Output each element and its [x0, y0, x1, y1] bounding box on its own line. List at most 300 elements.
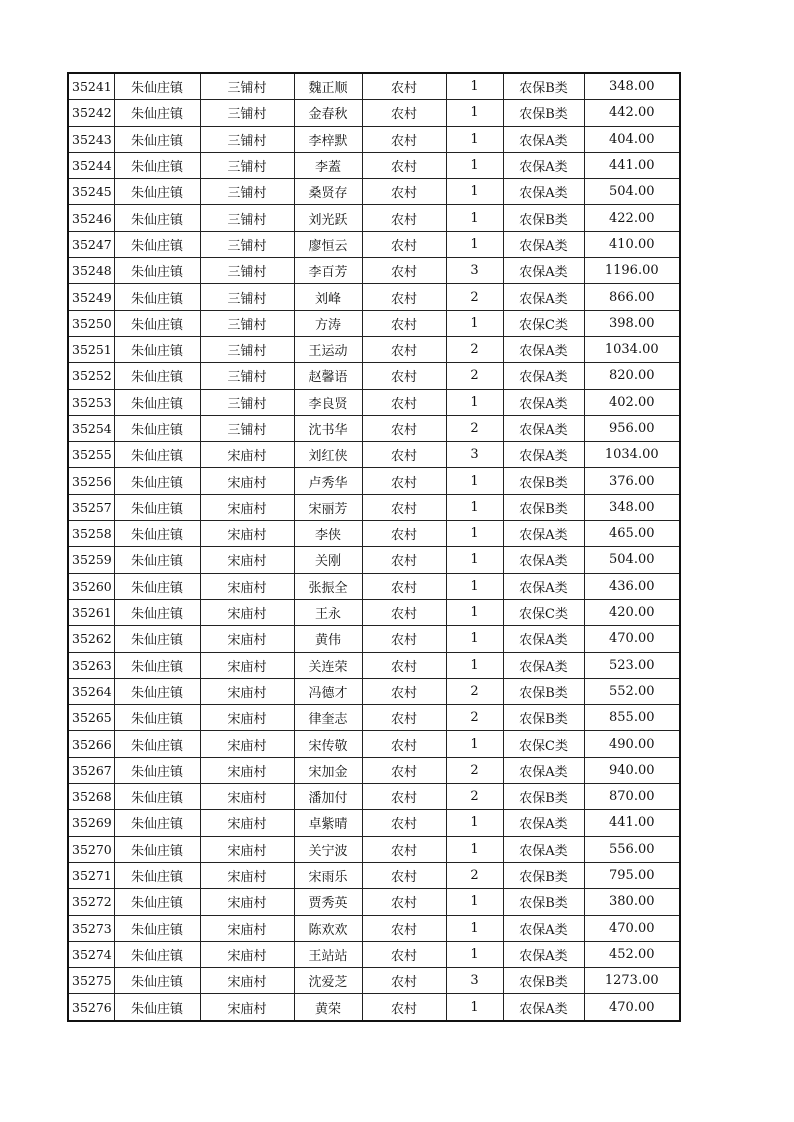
name-cell: 王永: [294, 599, 362, 625]
person-count-cell: 1: [446, 810, 503, 836]
village-cell: 宋庙村: [200, 573, 294, 599]
town-cell: 朱仙庄镇: [114, 310, 200, 336]
amount-cell: 795.00: [584, 862, 680, 888]
person-count-cell: 1: [446, 468, 503, 494]
town-cell: 朱仙庄镇: [114, 784, 200, 810]
person-count-cell: 3: [446, 968, 503, 994]
town-cell: 朱仙庄镇: [114, 205, 200, 231]
household-type-cell: 农村: [362, 862, 446, 888]
record-id-cell: 35252: [68, 363, 114, 389]
person-count-cell: 1: [446, 205, 503, 231]
insurance-category-cell: 农保B类: [503, 100, 584, 126]
person-count-cell: 2: [446, 862, 503, 888]
record-id-cell: 35254: [68, 415, 114, 441]
amount-cell: 470.00: [584, 994, 680, 1021]
town-cell: 朱仙庄镇: [114, 468, 200, 494]
village-cell: 宋庙村: [200, 678, 294, 704]
table-row: [68, 652, 680, 678]
record-id-cell: 35269: [68, 810, 114, 836]
name-cell: 李蓋: [294, 152, 362, 178]
insurance-category-cell: 农保C类: [503, 731, 584, 757]
household-type-cell: 农村: [362, 547, 446, 573]
village-cell: 宋庙村: [200, 836, 294, 862]
amount-cell: 1034.00: [584, 442, 680, 468]
village-cell: 宋庙村: [200, 862, 294, 888]
record-id-cell: 35255: [68, 442, 114, 468]
town-cell: 朱仙庄镇: [114, 521, 200, 547]
person-count-cell: 1: [446, 889, 503, 915]
person-count-cell: 1: [446, 573, 503, 599]
name-cell: 王运动: [294, 336, 362, 362]
village-cell: 三铺村: [200, 284, 294, 310]
insurance-category-cell: 农保A类: [503, 652, 584, 678]
town-cell: 朱仙庄镇: [114, 258, 200, 284]
amount-cell: 820.00: [584, 363, 680, 389]
village-cell: 三铺村: [200, 231, 294, 257]
town-cell: 朱仙庄镇: [114, 889, 200, 915]
record-id-cell: 35268: [68, 784, 114, 810]
record-id-cell: 35244: [68, 152, 114, 178]
household-type-cell: 农村: [362, 599, 446, 625]
insurance-category-cell: 农保A类: [503, 626, 584, 652]
table-row: [68, 258, 680, 284]
table-row: [68, 705, 680, 731]
name-cell: 宋丽芳: [294, 494, 362, 520]
village-cell: 三铺村: [200, 363, 294, 389]
insurance-category-cell: 农保A类: [503, 547, 584, 573]
village-cell: 宋庙村: [200, 547, 294, 573]
table-row: [68, 994, 680, 1021]
village-cell: 宋庙村: [200, 994, 294, 1021]
amount-cell: 504.00: [584, 179, 680, 205]
household-type-cell: 农村: [362, 994, 446, 1021]
town-cell: 朱仙庄镇: [114, 442, 200, 468]
person-count-cell: 1: [446, 547, 503, 573]
record-id-cell: 35263: [68, 652, 114, 678]
record-id-cell: 35272: [68, 889, 114, 915]
town-cell: 朱仙庄镇: [114, 126, 200, 152]
town-cell: 朱仙庄镇: [114, 941, 200, 967]
town-cell: 朱仙庄镇: [114, 73, 200, 100]
name-cell: 黄荣: [294, 994, 362, 1021]
table-row: [68, 73, 680, 100]
record-id-cell: 35248: [68, 258, 114, 284]
town-cell: 朱仙庄镇: [114, 757, 200, 783]
name-cell: 潘加付: [294, 784, 362, 810]
table-row: [68, 442, 680, 468]
household-type-cell: 农村: [362, 678, 446, 704]
household-type-cell: 农村: [362, 705, 446, 731]
name-cell: 魏正顺: [294, 73, 362, 100]
household-type-cell: 农村: [362, 836, 446, 862]
insurance-category-cell: 农保A类: [503, 126, 584, 152]
amount-cell: 523.00: [584, 652, 680, 678]
name-cell: 廖恒云: [294, 231, 362, 257]
amount-cell: 422.00: [584, 205, 680, 231]
amount-cell: 470.00: [584, 915, 680, 941]
table-row: [68, 968, 680, 994]
table-body: [68, 73, 680, 1021]
household-type-cell: 农村: [362, 363, 446, 389]
amount-cell: 410.00: [584, 231, 680, 257]
town-cell: 朱仙庄镇: [114, 652, 200, 678]
insurance-category-cell: 农保A类: [503, 152, 584, 178]
amount-cell: 398.00: [584, 310, 680, 336]
town-cell: 朱仙庄镇: [114, 994, 200, 1021]
person-count-cell: 2: [446, 363, 503, 389]
town-cell: 朱仙庄镇: [114, 836, 200, 862]
village-cell: 三铺村: [200, 205, 294, 231]
table-row: [68, 784, 680, 810]
village-cell: 三铺村: [200, 389, 294, 415]
person-count-cell: 1: [446, 994, 503, 1021]
person-count-cell: 1: [446, 73, 503, 100]
name-cell: 冯德才: [294, 678, 362, 704]
amount-cell: 556.00: [584, 836, 680, 862]
household-type-cell: 农村: [362, 757, 446, 783]
person-count-cell: 1: [446, 389, 503, 415]
name-cell: 刘光跃: [294, 205, 362, 231]
village-cell: 宋庙村: [200, 810, 294, 836]
household-type-cell: 农村: [362, 468, 446, 494]
town-cell: 朱仙庄镇: [114, 152, 200, 178]
amount-cell: 348.00: [584, 73, 680, 100]
name-cell: 律奎志: [294, 705, 362, 731]
household-type-cell: 农村: [362, 652, 446, 678]
amount-cell: 441.00: [584, 810, 680, 836]
village-cell: 宋庙村: [200, 731, 294, 757]
household-type-cell: 农村: [362, 310, 446, 336]
village-cell: 宋庙村: [200, 784, 294, 810]
amount-cell: 420.00: [584, 599, 680, 625]
table-row: [68, 547, 680, 573]
person-count-cell: 1: [446, 310, 503, 336]
household-type-cell: 农村: [362, 968, 446, 994]
name-cell: 桑贤存: [294, 179, 362, 205]
village-cell: 宋庙村: [200, 652, 294, 678]
name-cell: 卓紫晴: [294, 810, 362, 836]
person-count-cell: 1: [446, 652, 503, 678]
household-type-cell: 农村: [362, 784, 446, 810]
name-cell: 关宁波: [294, 836, 362, 862]
name-cell: 沈爱芝: [294, 968, 362, 994]
table-row: [68, 626, 680, 652]
record-id-cell: 35270: [68, 836, 114, 862]
person-count-cell: 1: [446, 179, 503, 205]
name-cell: 金春秋: [294, 100, 362, 126]
insurance-category-cell: 农保A类: [503, 258, 584, 284]
amount-cell: 465.00: [584, 521, 680, 547]
table-row: [68, 494, 680, 520]
household-type-cell: 农村: [362, 415, 446, 441]
insurance-category-cell: 农保C类: [503, 599, 584, 625]
household-type-cell: 农村: [362, 731, 446, 757]
insurance-category-cell: 农保A类: [503, 179, 584, 205]
record-id-cell: 35276: [68, 994, 114, 1021]
table-row: [68, 599, 680, 625]
town-cell: 朱仙庄镇: [114, 284, 200, 310]
table-row: [68, 731, 680, 757]
table-row: [68, 915, 680, 941]
insurance-category-cell: 农保A类: [503, 415, 584, 441]
village-cell: 三铺村: [200, 100, 294, 126]
amount-cell: 870.00: [584, 784, 680, 810]
table-row: [68, 468, 680, 494]
insurance-category-cell: 农保C类: [503, 310, 584, 336]
person-count-cell: 1: [446, 626, 503, 652]
insurance-category-cell: 农保A类: [503, 573, 584, 599]
village-cell: 宋庙村: [200, 442, 294, 468]
town-cell: 朱仙庄镇: [114, 363, 200, 389]
record-id-cell: 35262: [68, 626, 114, 652]
household-type-cell: 农村: [362, 389, 446, 415]
town-cell: 朱仙庄镇: [114, 915, 200, 941]
household-type-cell: 农村: [362, 100, 446, 126]
household-type-cell: 农村: [362, 126, 446, 152]
town-cell: 朱仙庄镇: [114, 231, 200, 257]
insurance-category-cell: 农保B类: [503, 205, 584, 231]
village-cell: 宋庙村: [200, 705, 294, 731]
insurance-category-cell: 农保A类: [503, 389, 584, 415]
table-row: [68, 521, 680, 547]
person-count-cell: 1: [446, 152, 503, 178]
name-cell: 贾秀英: [294, 889, 362, 915]
table-row: [68, 231, 680, 257]
person-count-cell: 2: [446, 705, 503, 731]
name-cell: 李良贤: [294, 389, 362, 415]
record-id-cell: 35264: [68, 678, 114, 704]
name-cell: 王站站: [294, 941, 362, 967]
town-cell: 朱仙庄镇: [114, 336, 200, 362]
amount-cell: 441.00: [584, 152, 680, 178]
table-row: [68, 389, 680, 415]
insurance-category-cell: 农保A类: [503, 363, 584, 389]
village-cell: 宋庙村: [200, 521, 294, 547]
household-type-cell: 农村: [362, 152, 446, 178]
person-count-cell: 2: [446, 284, 503, 310]
household-type-cell: 农村: [362, 284, 446, 310]
village-cell: 宋庙村: [200, 941, 294, 967]
record-id-cell: 35260: [68, 573, 114, 599]
town-cell: 朱仙庄镇: [114, 389, 200, 415]
record-id-cell: 35251: [68, 336, 114, 362]
amount-cell: 1273.00: [584, 968, 680, 994]
village-cell: 宋庙村: [200, 626, 294, 652]
table-row: [68, 941, 680, 967]
household-type-cell: 农村: [362, 521, 446, 547]
town-cell: 朱仙庄镇: [114, 626, 200, 652]
table-row: [68, 573, 680, 599]
person-count-cell: 1: [446, 941, 503, 967]
household-type-cell: 农村: [362, 810, 446, 836]
person-count-cell: 1: [446, 731, 503, 757]
name-cell: 沈书华: [294, 415, 362, 441]
name-cell: 李百芳: [294, 258, 362, 284]
record-id-cell: 35257: [68, 494, 114, 520]
name-cell: 张振全: [294, 573, 362, 599]
name-cell: 刘红侠: [294, 442, 362, 468]
village-cell: 三铺村: [200, 258, 294, 284]
record-id-cell: 35246: [68, 205, 114, 231]
town-cell: 朱仙庄镇: [114, 968, 200, 994]
amount-cell: 452.00: [584, 941, 680, 967]
household-type-cell: 农村: [362, 941, 446, 967]
name-cell: 方涛: [294, 310, 362, 336]
table-row: [68, 336, 680, 362]
record-id-cell: 35271: [68, 862, 114, 888]
person-count-cell: 2: [446, 678, 503, 704]
amount-cell: 866.00: [584, 284, 680, 310]
amount-cell: 348.00: [584, 494, 680, 520]
insurance-category-cell: 农保B类: [503, 968, 584, 994]
amount-cell: 552.00: [584, 678, 680, 704]
amount-cell: 504.00: [584, 547, 680, 573]
record-id-cell: 35242: [68, 100, 114, 126]
insurance-category-cell: 农保A类: [503, 521, 584, 547]
person-count-cell: 3: [446, 258, 503, 284]
amount-cell: 1196.00: [584, 258, 680, 284]
village-cell: 宋庙村: [200, 494, 294, 520]
person-count-cell: 1: [446, 521, 503, 547]
household-type-cell: 农村: [362, 336, 446, 362]
name-cell: 李梓默: [294, 126, 362, 152]
record-id-cell: 35253: [68, 389, 114, 415]
record-id-cell: 35241: [68, 73, 114, 100]
person-count-cell: 1: [446, 915, 503, 941]
household-type-cell: 农村: [362, 573, 446, 599]
town-cell: 朱仙庄镇: [114, 100, 200, 126]
household-type-cell: 农村: [362, 258, 446, 284]
amount-cell: 490.00: [584, 731, 680, 757]
name-cell: 宋传敬: [294, 731, 362, 757]
person-count-cell: 1: [446, 599, 503, 625]
person-count-cell: 2: [446, 415, 503, 441]
person-count-cell: 1: [446, 494, 503, 520]
insurance-category-cell: 农保B类: [503, 494, 584, 520]
village-cell: 宋庙村: [200, 889, 294, 915]
insurance-category-cell: 农保B类: [503, 705, 584, 731]
table-row: [68, 100, 680, 126]
amount-cell: 956.00: [584, 415, 680, 441]
person-count-cell: 2: [446, 784, 503, 810]
person-count-cell: 1: [446, 126, 503, 152]
person-count-cell: 3: [446, 442, 503, 468]
amount-cell: 1034.00: [584, 336, 680, 362]
record-id-cell: 35247: [68, 231, 114, 257]
name-cell: 关刚: [294, 547, 362, 573]
record-id-cell: 35258: [68, 521, 114, 547]
amount-cell: 380.00: [584, 889, 680, 915]
town-cell: 朱仙庄镇: [114, 731, 200, 757]
village-cell: 三铺村: [200, 415, 294, 441]
person-count-cell: 1: [446, 100, 503, 126]
table-row: [68, 862, 680, 888]
table-row: [68, 126, 680, 152]
table-row: [68, 836, 680, 862]
amount-cell: 402.00: [584, 389, 680, 415]
amount-cell: 855.00: [584, 705, 680, 731]
amount-cell: 442.00: [584, 100, 680, 126]
record-id-cell: 35267: [68, 757, 114, 783]
town-cell: 朱仙庄镇: [114, 678, 200, 704]
insurance-category-cell: 农保B类: [503, 862, 584, 888]
record-id-cell: 35249: [68, 284, 114, 310]
table-row: [68, 310, 680, 336]
village-cell: 宋庙村: [200, 968, 294, 994]
name-cell: 卢秀华: [294, 468, 362, 494]
name-cell: 刘峰: [294, 284, 362, 310]
table-row: [68, 152, 680, 178]
household-type-cell: 农村: [362, 494, 446, 520]
table-row: [68, 415, 680, 441]
town-cell: 朱仙庄镇: [114, 179, 200, 205]
village-cell: 三铺村: [200, 336, 294, 362]
table-row: [68, 363, 680, 389]
village-cell: 三铺村: [200, 126, 294, 152]
insurance-category-cell: 农保A类: [503, 284, 584, 310]
household-type-cell: 农村: [362, 915, 446, 941]
amount-cell: 940.00: [584, 757, 680, 783]
household-type-cell: 农村: [362, 73, 446, 100]
insurance-category-cell: 农保A类: [503, 810, 584, 836]
town-cell: 朱仙庄镇: [114, 862, 200, 888]
village-cell: 三铺村: [200, 152, 294, 178]
town-cell: 朱仙庄镇: [114, 547, 200, 573]
subsidy-table: [67, 72, 681, 1022]
person-count-cell: 1: [446, 231, 503, 257]
record-id-cell: 35261: [68, 599, 114, 625]
name-cell: 陈欢欢: [294, 915, 362, 941]
town-cell: 朱仙庄镇: [114, 810, 200, 836]
insurance-category-cell: 农保B类: [503, 73, 584, 100]
household-type-cell: 农村: [362, 442, 446, 468]
record-id-cell: 35273: [68, 915, 114, 941]
table-row: [68, 205, 680, 231]
name-cell: 宋雨乐: [294, 862, 362, 888]
amount-cell: 376.00: [584, 468, 680, 494]
table-row: [68, 179, 680, 205]
name-cell: 黄伟: [294, 626, 362, 652]
name-cell: 李侠: [294, 521, 362, 547]
table-row: [68, 284, 680, 310]
name-cell: 宋加金: [294, 757, 362, 783]
insurance-category-cell: 农保A类: [503, 941, 584, 967]
village-cell: 宋庙村: [200, 599, 294, 625]
person-count-cell: 2: [446, 757, 503, 783]
village-cell: 宋庙村: [200, 468, 294, 494]
record-id-cell: 35274: [68, 941, 114, 967]
table-row: [68, 678, 680, 704]
insurance-category-cell: 农保B类: [503, 784, 584, 810]
record-id-cell: 35265: [68, 705, 114, 731]
insurance-category-cell: 农保B类: [503, 678, 584, 704]
insurance-category-cell: 农保A类: [503, 994, 584, 1021]
household-type-cell: 农村: [362, 231, 446, 257]
name-cell: 关连荣: [294, 652, 362, 678]
amount-cell: 436.00: [584, 573, 680, 599]
village-cell: 宋庙村: [200, 757, 294, 783]
household-type-cell: 农村: [362, 626, 446, 652]
insurance-category-cell: 农保A类: [503, 915, 584, 941]
town-cell: 朱仙庄镇: [114, 705, 200, 731]
person-count-cell: 1: [446, 836, 503, 862]
town-cell: 朱仙庄镇: [114, 415, 200, 441]
town-cell: 朱仙庄镇: [114, 599, 200, 625]
name-cell: 赵馨语: [294, 363, 362, 389]
person-count-cell: 2: [446, 336, 503, 362]
insurance-category-cell: 农保A类: [503, 757, 584, 783]
amount-cell: 404.00: [584, 126, 680, 152]
